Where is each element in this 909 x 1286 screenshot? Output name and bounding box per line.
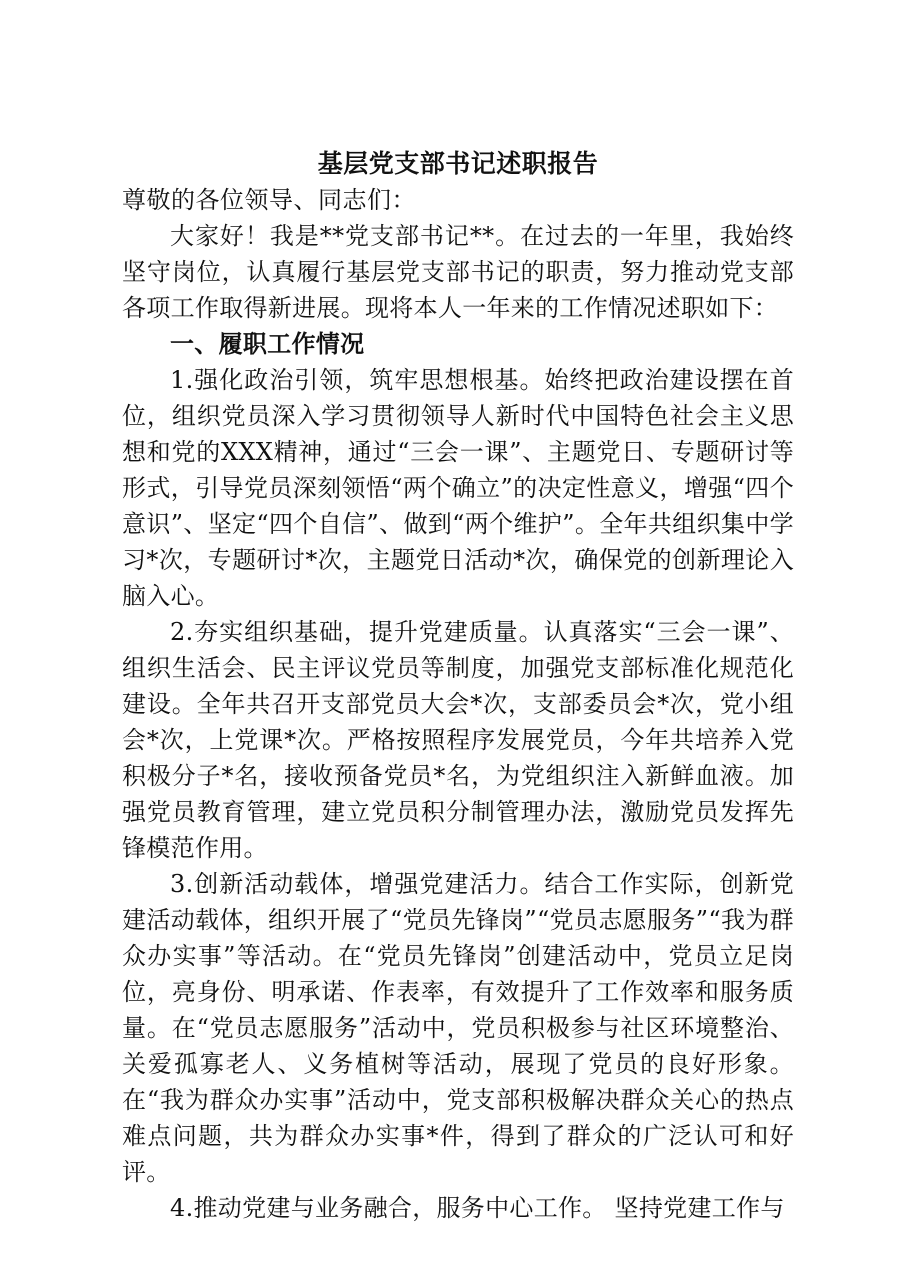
paragraph-1: 1.强化政治引领，筑牢思想根基。始终把政治建设摆在首位，组织党员深入学习贯彻领导人新时代中国特色社会主义思想和党的XXX精神，通过“三会一课”、主题党日、专题研讨等形式，引导党员深刻领悟“两个确立”的决定性意义，增强“四个意识”、坚定“四个自信”、做到“两个维护”。全年共组织集中学习*次，专题研讨*次，主题党日活动*次，确保党的创新理论入脑入心。 [122, 366, 794, 610]
paragraph-2: 2.夯实组织基础，提升党建质量。认真落实“三会一课”、组织生活会、民主评议党员等制度，加强党支部标准化规范化建设。全年共召开支部党员大会*次，支部委员会*次，党小组会*次，上党课*次。严格按照程序发展党员，今年共培养入党积极分子*名，接收预备党员*名，为党组织注入新鲜血液。加强党员教育管理，建立党员积分制管理办法，激励党员发挥先锋模范作用。 [122, 618, 794, 862]
paragraph-3: 3.创新活动载体，增强党建活力。结合工作实际，创新党建活动载体，组织开展了“党员先锋岗”“党员志愿服务”“我为群众办实事”等活动。在“党员先锋岗”创建活动中，党员立足岗位，亮身份、明承诺、作表率，有效提升了工作效率和服务质量。在“党员志愿服务”活动中，党员积极参与社区环境整治、关爱孤寡老人、义务植树等活动，展现了党员的良好形象。在“我为群众办实事”活动中，党支部积极解决群众关心的热点难点问题，共为群众办实事*件，得到了群众的广泛认可和好评。 [122, 870, 794, 1186]
paragraph-4: 4.推动党建与业务融合，服务中心工作。 坚持党建工作与 [170, 1194, 785, 1222]
salutation: 尊敬的各位领导、同志们： [122, 186, 416, 214]
document-title: 基层党支部书记述职报告 [317, 149, 599, 178]
section-heading-1: 一、履职工作情况 [170, 329, 365, 358]
intro-paragraph: 大家好！我是**党支部书记**。在过去的一年里，我始终坚守岗位，认真履行基层党支部书记的职责，努力推动党支部各项工作取得新进展。现将本人一年来的工作情况述职如下： [122, 222, 794, 322]
document-body [122, 146, 794, 1226]
